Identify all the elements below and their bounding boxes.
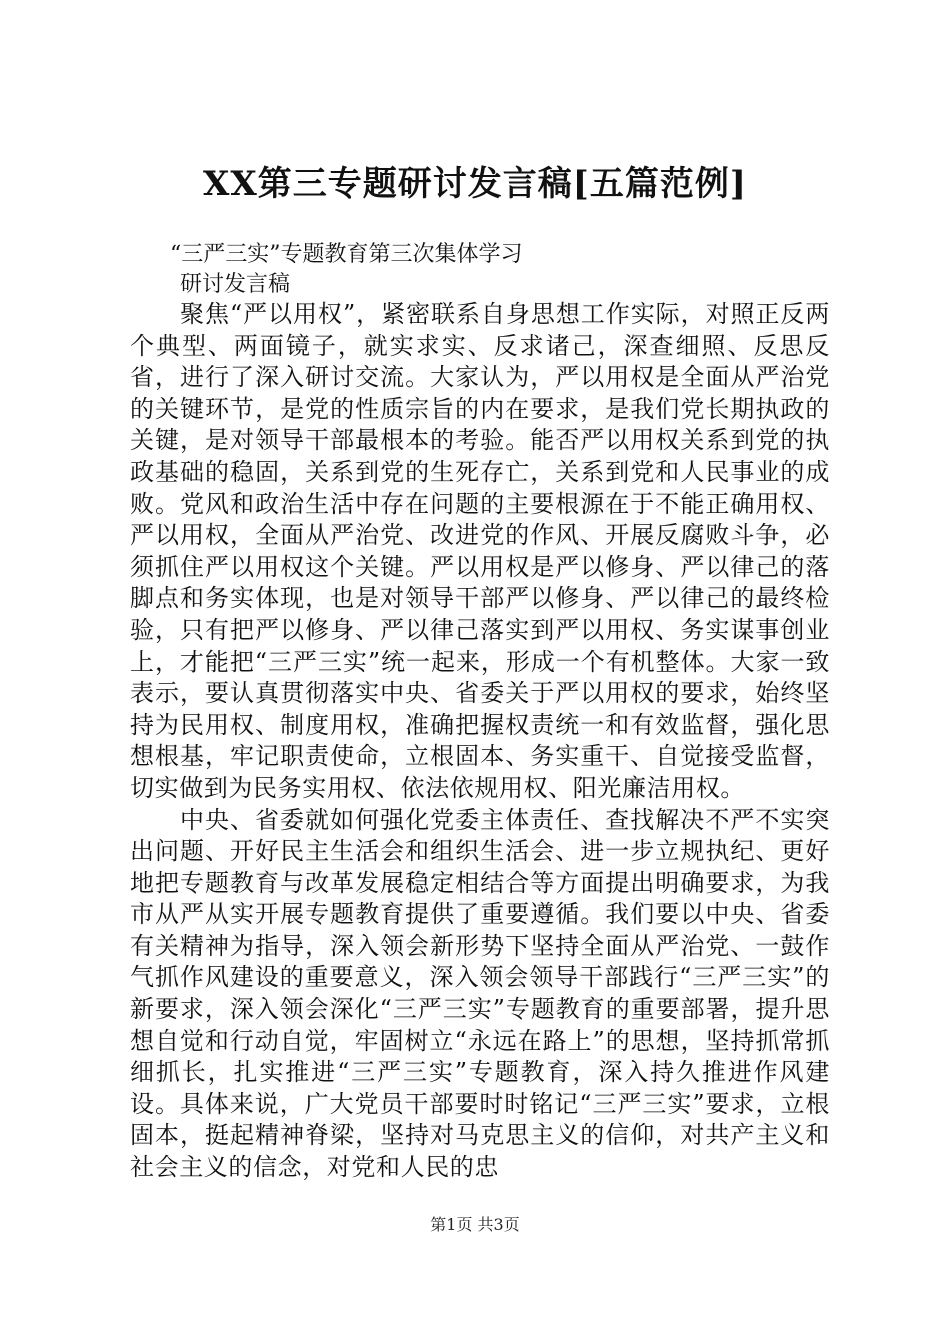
- document-title: XX第三专题研讨发言稿[五篇范例]: [203, 164, 747, 204]
- document-body: [130, 299, 830, 1184]
- subtitle-line-2: 研讨发言稿: [180, 272, 291, 297]
- page-footer: 第1页 共3页: [430, 1215, 520, 1234]
- body-paragraph-1: 聚焦“严以用权”，紧密联系自身思想工作实际，对照正反两个典型、两面镜子，就实求实、反求诸己，深查细照、反思反省，进行了深入研讨交流。大家认为，严以用权是全面从严治党的关键环节，是党的性质宗旨的内在要求，是我们党长期执政的关键，是对领导干部最根本的考验。能否严以用权关系到党的执政基础的稳固，关系到党的生死存亡，关系到党和人民事业的成败。党风和政治生活中存在问题的主要根源在于不能正确用权、严以用权，全面从严治党、改进党的作风、开展反腐败斗争，必须抓住严以用权这个关键。严以用权是严以修身、严以律己的落脚点和务实体现，也是对领导干部严以修身、严以律己的最终检验，只有把严以修身、严以律己落实到严以用权、务实谋事创业上，才能把“三严三实”统一起来，形成一个有机整体。大家一致表示，要认真贯彻落实中央、省委关于严以用权的要求，始终坚持为民用权、制度用权，准确把握权责统一和有效监督，强化思想根基，牢记职责使命，立根固本、务实重干、自觉接受监督，切实做到为民务实用权、依法依规用权、阳光廉洁用权。: [130, 300, 830, 802]
- subtitle-line-1: “三严三实”专题教育第三次集体学习: [170, 242, 523, 267]
- body-paragraph-2: 中央、省委就如何强化党委主体责任、查找解决不严不实突出问题、开好民主生活会和组织生活会、进一步立规执纪、更好地把专题教育与改革发展稳定相结合等方面提出明确要求，为我市从严从实开展专题教育提供了重要遵循。我们要以中央、省委有关精神为指导，深入领会新形势下坚持全面从严治党、一鼓作气抓作风建设的重要意义，深入领会领导干部践行“三严三实”的新要求，深入领会深化“三严三实”专题教育的重要部署，提升思想自觉和行动自觉，牢固树立“永远在路上”的思想，坚持抓常抓细抓长，扎实推进“三严三实”专题教育，深入持久推进作风建设。具体来说，广大党员干部要时时铭记“三严三实”要求，立根固本，挺起精神脊梁，坚持对马克思主义的信仰，对共产主义和社会主义的信念，对党和人民的忠: [130, 805, 830, 1182]
